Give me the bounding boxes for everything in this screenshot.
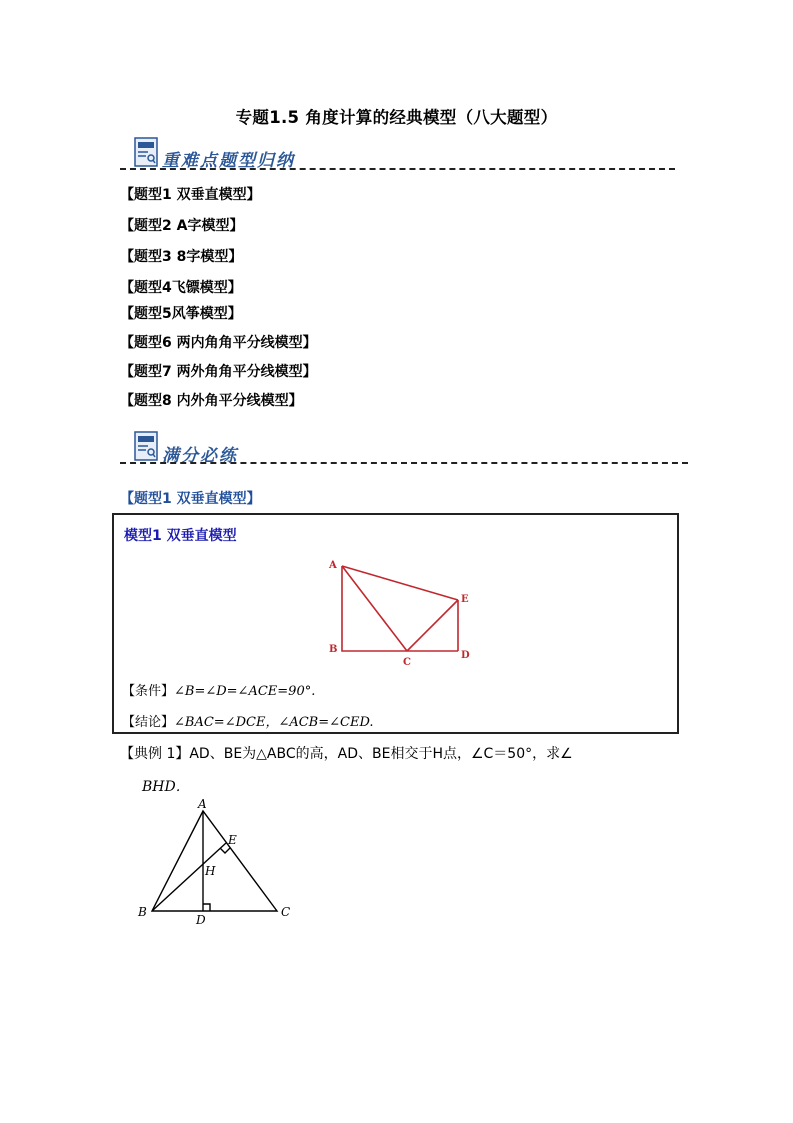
section-divider	[120, 462, 688, 464]
label-E: E	[228, 833, 237, 847]
example-label: 【典例 1】	[120, 746, 190, 762]
figure-lines	[342, 566, 458, 651]
document-icon	[134, 431, 158, 461]
label-B: B	[138, 905, 147, 919]
conclusion-text: ∠BAC=∠DCE，∠ACB=∠CED.	[174, 715, 374, 730]
toc-item-8: 【题型8 内外角平分线模型】	[120, 393, 303, 409]
label-C: C	[281, 905, 291, 919]
condition-line	[122, 680, 315, 699]
example-question-cont: BHD．	[142, 779, 190, 795]
toc-item-5: 【题型5风筝模型】	[120, 306, 242, 322]
label-C: C	[403, 657, 411, 668]
toc-item-6: 【题型6 两内角角平分线模型】	[120, 335, 317, 351]
triangle-figure	[130, 796, 300, 931]
label-D: D	[461, 650, 470, 661]
document-title: 专题1.5 角度计算的经典模型（八大题型）	[235, 108, 558, 127]
toc-item-1: 【题型1 双垂直模型】	[120, 187, 261, 203]
conclusion-line	[122, 711, 374, 730]
section-divider	[120, 168, 675, 170]
toc-item-4: 【题型4飞镖模型】	[120, 280, 242, 296]
example-question: AD、BE为△ABC的高，AD、BE相交于H点，∠C＝50°，求∠	[189, 746, 573, 762]
toc-item-2: 【题型2 A字模型】	[120, 218, 244, 234]
triangle-ABC	[152, 811, 277, 911]
model-box	[112, 513, 679, 734]
document-icon	[134, 137, 158, 167]
toc-item-7: 【题型7 两外角角平分线模型】	[120, 364, 317, 380]
label-A: A	[198, 797, 207, 811]
condition-text: ∠B=∠D=∠ACE=90°.	[174, 684, 316, 699]
type-heading: 【题型1 双垂直模型】	[120, 491, 261, 507]
label-A: A	[329, 560, 337, 571]
example-text	[120, 743, 573, 763]
conclusion-label: 【结论】	[122, 715, 175, 730]
section-title-practice: 满分必练	[162, 446, 238, 466]
section-title-key-points: 重难点题型归纳	[162, 151, 295, 171]
toc-item-3: 【题型3 8字模型】	[120, 249, 243, 265]
double-perpendicular-figure	[324, 559, 474, 669]
label-E: E	[461, 594, 469, 605]
label-H: H	[205, 864, 216, 878]
label-B: B	[329, 644, 338, 655]
condition-label: 【条件】	[122, 684, 175, 699]
label-D: D	[196, 913, 206, 927]
model-title: 模型1 双垂直模型	[124, 528, 237, 544]
